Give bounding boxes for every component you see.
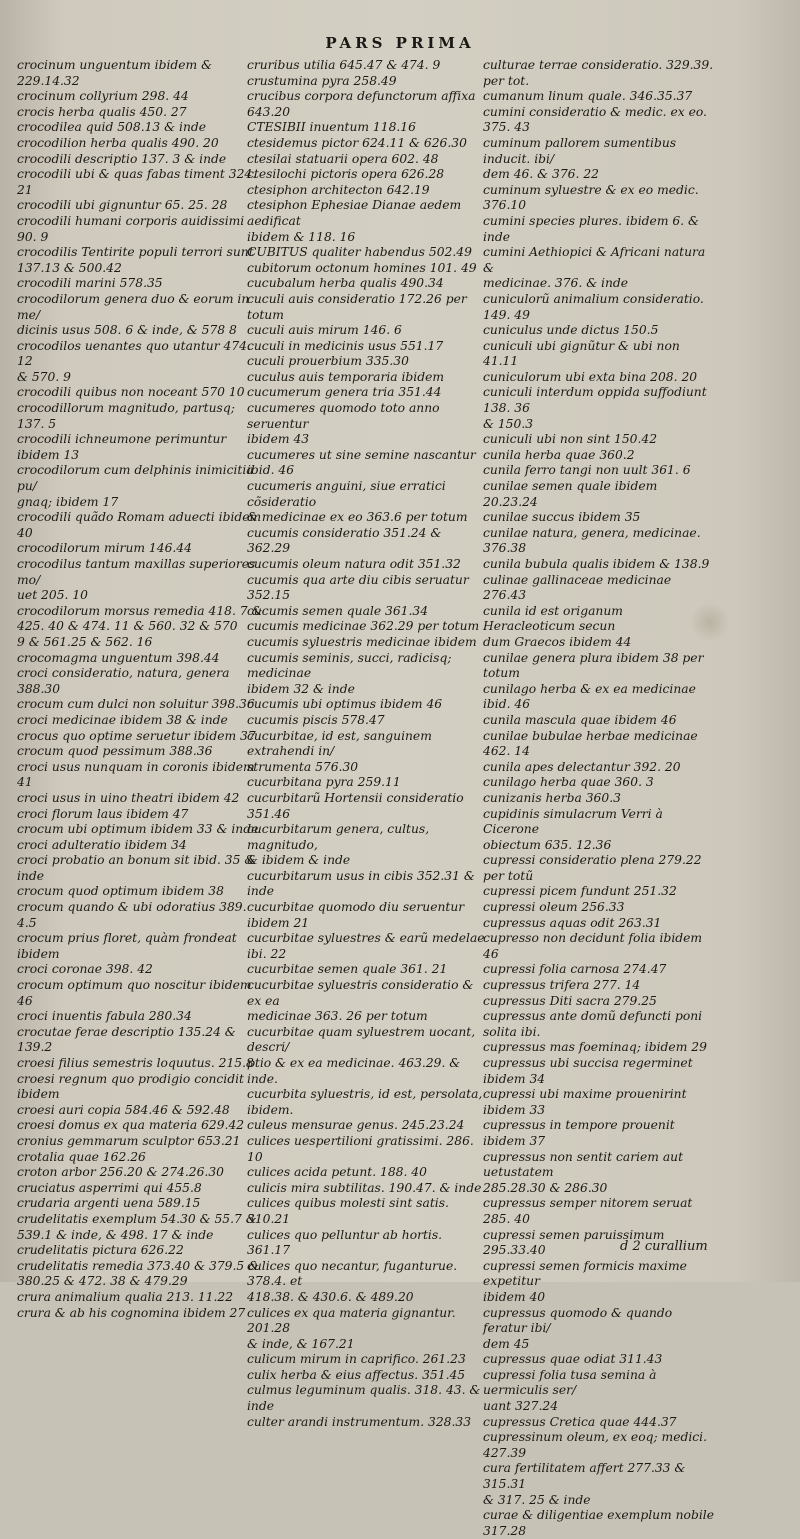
index-entry: croci medicinae ibidem 38 & inde <box>17 712 228 727</box>
index-column-2 <box>247 58 485 1430</box>
index-entry: medicinae 363. 26 per totum <box>247 1009 428 1024</box>
index-entry: cucurbitarum usus in cibis 352.31 & inde <box>247 868 475 899</box>
index-entry: cuniculorũ animalium consideratio. 149. 49 <box>483 291 704 322</box>
index-entry: croci probatio an bonum sit ibid. 35 & inde <box>17 853 256 883</box>
index-entry: cucubalum herba qualis 490.34 <box>247 276 444 291</box>
index-entry: crocodili quibus non noceant 570 10 <box>17 385 245 400</box>
index-entry: croci usus in uino theatri ibidem 42 <box>17 790 240 805</box>
index-entry: crocodilorum morsus remedia 418. 7 & <box>17 603 263 618</box>
index-entry: cronius gemmarum sculptor 653.21 <box>17 1133 241 1148</box>
index-entry: cupressus ubi succisa regerminet ibidem 34 <box>483 1056 693 1086</box>
index-entry: cunilae natura, genera, medicinae. 376.38 <box>483 525 701 556</box>
index-entry: & 570. 9 <box>17 369 71 384</box>
index-entry: cunilago herba quae 360. 3 <box>483 775 654 790</box>
index-entry: cupressi ubi maxime prouenirint ibidem 33 <box>483 1087 687 1117</box>
index-entry: culices quo necantur, fuganturue. 378.4. et <box>247 1258 458 1289</box>
index-entry: cucumis piscis 578.47 <box>247 712 385 727</box>
index-entry: croesi auri copia 584.46 & 592.48 <box>17 1102 230 1117</box>
index-entry: crucibus corpora defunctorum affixa 643.20 <box>247 89 476 119</box>
index-entry: dem 45 <box>483 1336 530 1351</box>
index-entry: 9 & 561.25 & 562. 16 <box>17 634 153 649</box>
index-entry: crocis herba qualis 450. 27 <box>17 104 187 119</box>
index-entry: cuculi auis consideratio 172.26 per totum <box>247 291 467 322</box>
index-entry: cucumerum genera tria 351.44 <box>247 385 442 400</box>
index-entry: cucurbitarum genera, cultus, magnitudo, <box>247 822 430 852</box>
index-entry: cucurbita syluestris, id est, persolata, ibidem. <box>247 1087 483 1117</box>
index-entry: cupressi semen formicis maxime expetitur <box>483 1258 687 1289</box>
index-entry: cuculi auis mirum 146. 6 <box>247 323 402 338</box>
index-entry: culices quibus molesti sint satis. 310.21 <box>247 1196 449 1226</box>
index-entry: crocodilea quid 508.13 & inde <box>17 120 207 135</box>
index-entry: croci usus nunquam in coronis ibidem 41 <box>17 759 255 790</box>
index-entry: cupressi semen paruissimum 295.33.40 <box>483 1227 665 1258</box>
index-entry: culmus leguminum qualis. 318. 43. & inde <box>247 1383 481 1414</box>
index-entry: culicis mira subtilitas. 190.47. & inde <box>247 1180 482 1195</box>
index-entry: crocutae ferae descriptio 135.24 & 139.2 <box>17 1024 236 1055</box>
index-entry: cupressus quae odiat 311.43 <box>483 1352 663 1367</box>
index-entry: crocum optimum quo noscitur ibidem 46 <box>17 978 252 1008</box>
index-entry: cuminum pallorem sumentibus inducit. ibi/ <box>483 135 677 166</box>
index-entry: cunilago herba & ex ea medicinae ibid. 46 <box>483 681 696 712</box>
index-entry: crocodilorum genera duo & eorum in me/ <box>17 291 250 322</box>
index-entry: cupressi folia carnosa 274.47 <box>483 962 667 977</box>
index-entry: cupressi consideratio plena 279.22 per totũ <box>483 853 702 883</box>
index-entry: cunilae bubulae herbae medicinae 462. 14 <box>483 728 698 759</box>
index-entry: cura fertilitatem affert 277.33 & 315.31 <box>483 1461 686 1492</box>
index-entry: gnaq; ibidem 17 <box>17 494 119 509</box>
index-entry: curae & diligentiae exemplum nobile 317.28 <box>483 1508 714 1538</box>
index-entry: crocum ubi optimum ibidem 33 & inde <box>17 822 259 837</box>
index-entry: & ibidem & inde <box>247 853 351 868</box>
index-entry: cucurbitae syluestres & earũ medelae ibi. 22 <box>247 931 485 961</box>
index-entry: crocinum unguentum ibidem & 229.14.32 <box>17 58 213 88</box>
index-entry: 380.25 & 472. 38 & 479.29 <box>17 1274 188 1289</box>
index-entry: croci consideratio, natura, genera 388.30 <box>17 666 230 696</box>
index-entry: cucurbitae semen quale 361. 21 <box>247 962 448 977</box>
index-entry: cucurbitana pyra 259.11 <box>247 775 401 790</box>
index-entry: crocodilus tantum maxillas superiores mo/ <box>17 557 256 587</box>
index-entry: & 150.3 <box>483 416 534 431</box>
index-column-3 <box>483 58 715 1539</box>
index-entry: CUBITUS qualiter habendus 502.49 <box>247 245 472 260</box>
index-entry: cuniculi ubi gignũtur & ubi non 41.11 <box>483 338 680 369</box>
index-entry: cuniculi ubi non sint 150.42 <box>483 432 658 447</box>
index-entry: culices acida petunt. 188. 40 <box>247 1165 427 1180</box>
index-entry: ctesilai statuarii opera 602. 48 <box>247 151 439 166</box>
index-entry: culices ex qua materia gignantur. 201.28 <box>247 1305 456 1336</box>
index-entry: ctesilochi pictoris opera 626.28 <box>247 167 445 182</box>
index-entry: cucumis semen quale 361.34 <box>247 603 429 618</box>
index-entry: crocodilion herba qualis 490. 20 <box>17 135 219 150</box>
index-entry: dicinis usus 508. 6 & inde, & 578 8 <box>17 323 237 338</box>
index-entry: cumanum linum quale. 346.35.37 <box>483 89 693 104</box>
index-entry: crustumina pyra 258.49 <box>247 73 397 88</box>
index-entry: 425. 40 & 474. 11 & 560. 32 & 570 <box>17 619 238 634</box>
index-entry: cupressus Cretica quae 444.37 <box>483 1414 677 1429</box>
index-entry: dum Graecos ibidem 44 <box>483 634 632 649</box>
index-entry: culeus mensurae genus. 245.23.24 <box>247 1118 465 1133</box>
index-entry: cuniculi interdum oppida suffodiunt 138. 36 <box>483 385 707 416</box>
index-entry: 539.1 & inde, & 498. 17 & inde <box>17 1227 214 1242</box>
index-entry: cuculi prouerbium 335.30 <box>247 354 409 369</box>
index-entry: culicum mirum in caprifico. 261.23 <box>247 1352 466 1367</box>
index-entry: crocodili marini 578.35 <box>17 276 163 291</box>
index-entry: ibidem 32 & inde <box>247 681 355 696</box>
index-entry: cruciatus asperrimi qui 455.8 <box>17 1180 202 1195</box>
index-entry: cunila id est origanum Heracleoticum secun <box>483 603 623 634</box>
index-entry: crocum cum dulci non soluitur 398.36 <box>17 697 255 712</box>
index-entry: cuminum syluestre & ex eo medic. 376.10 <box>483 182 699 213</box>
index-entry: croci inuentis fabula 280.34 <box>17 1009 192 1024</box>
index-entry: crocodili ubi gignuntur 65. 25. 28 <box>17 198 228 213</box>
index-entry: cuniculorum ubi exta bina 208. 20 <box>483 369 698 384</box>
index-entry: cuniculus unde dictus 150.5 <box>483 323 659 338</box>
index-entry: cupresso non decidunt folia ibidem 46 <box>483 931 703 961</box>
index-entry: ibidem 43 <box>247 432 310 447</box>
index-entry: croci florum laus ibidem 47 <box>17 806 189 821</box>
index-entry: & medicinae ex eo 363.6 per totum <box>247 510 468 525</box>
index-entry: cunila ferro tangi non uult 361. 6 <box>483 463 691 478</box>
index-entry: cucumis qua arte diu cibis seruatur 352.15 <box>247 572 469 603</box>
index-entry: cumini consideratio & medic. ex eo. 375. 43 <box>483 104 707 135</box>
index-entry: crocodilorum cum delphinis inimicitia pu/ <box>17 463 254 494</box>
index-entry: crocum prius floret, quàm frondeat ibidem <box>17 931 237 961</box>
index-entry: ibidem 40 <box>483 1289 546 1304</box>
index-entry: crocodilorum mirum 146.44 <box>17 541 192 556</box>
running-head: PARS PRIMA <box>325 34 475 52</box>
index-entry: crocum quando & ubi odoratius 389. 4.5 <box>17 900 247 930</box>
index-entry: ctesiphon Ephesiae Dianae aedem aedificat <box>247 198 462 228</box>
index-entry: & inde, & 167.21 <box>247 1336 355 1351</box>
index-entry: cumini Aethiopici & Africani natura & <box>483 245 706 275</box>
index-entry: crura & ab his cognomina ibidem 27 <box>17 1305 246 1320</box>
index-entry: cunila herba quae 360.2 <box>483 447 635 462</box>
index-entry: culturae terrae consideratio. 329.39. per tot. <box>483 58 714 88</box>
signature-catchword: d 2 curallium <box>620 1239 708 1254</box>
index-entry: cupressi picem fundunt 251.32 <box>483 884 677 899</box>
index-entry: cumini species plures. ibidem 6. & inde <box>483 213 699 244</box>
index-entry: crocodilis Tentirite populi terrori sunt <box>17 245 254 260</box>
index-entry: cucumis medicinae 362.29 per totum <box>247 619 480 634</box>
index-entry: cupressus semper nitorem seruat 285. 40 <box>483 1196 693 1226</box>
index-entry: medicinae. 376. & inde <box>483 276 629 291</box>
index-entry: cruribus utilia 645.47 & 474. 9 <box>247 58 441 72</box>
index-entry: cunila apes delectantur 392. 20 <box>483 759 681 774</box>
index-entry: croesi filius semestris loquutus. 215.8 <box>17 1056 254 1070</box>
index-entry: obiectum 635. 12.36 <box>483 837 612 852</box>
index-entry: cupidinis simulacrum Verri à Cicerone <box>483 806 663 837</box>
index-entry: crocodili humani corporis auidissimi 90. 9 <box>17 213 245 244</box>
index-entry: crudelitatis pictura 626.22 <box>17 1243 184 1258</box>
index-entry: crocum quod optimum ibidem 38 <box>17 884 224 899</box>
index-entry: crocinum collyrium 298. 44 <box>17 89 189 104</box>
index-entry: cupressus in tempore prouenit ibidem 37 <box>483 1118 675 1148</box>
index-entry: crudaria argenti uena 589.15 <box>17 1196 201 1211</box>
index-entry: cucurbitae, id est, sanguinem extrahendi in/ <box>247 728 432 759</box>
index-entry: cucumis oleum natura odit 351.32 <box>247 557 461 571</box>
index-entry: dem 46. & 376. 22 <box>483 167 599 182</box>
index-entry: cupressi oleum 256.33 <box>483 900 625 915</box>
index-entry: cupressus trifera 277. 14 <box>483 978 641 993</box>
index-entry: cuculus auis temporaria ibidem <box>247 369 445 384</box>
index-entry: cucumis seminis, succi, radicisq; medicinae <box>247 650 452 681</box>
index-entry: cunilae genera plura ibidem 38 per totum <box>483 650 704 681</box>
index-entry: strumenta 576.30 <box>247 759 359 774</box>
index-entry: crocodili ichneumone perimuntur ibidem 13 <box>17 432 227 462</box>
index-entry: cupressi folia tusa semina à uermiculis ser/ <box>483 1367 657 1398</box>
index-entry: culices quo pelluntur ab hortis. 361.17 <box>247 1227 443 1258</box>
index-entry: cupressus quomodo & quando feratur ibi/ <box>483 1305 673 1336</box>
index-entry: crocodili ubi & quas fabas timent 324. 21 <box>17 167 257 197</box>
index-entry: cucumis syluestris medicinae ibidem <box>247 634 477 649</box>
index-entry: uet 205. 10 <box>17 588 88 603</box>
index-entry: crudelitatis remedia 373.40 & 379.5 & <box>17 1258 260 1273</box>
index-entry: croci adulteratio ibidem 34 <box>17 837 187 852</box>
index-entry: cunila bubula qualis ibidem & 138.9 <box>483 557 710 571</box>
index-entry: ptio & ex ea medicinae. 463.29. & inde. <box>247 1056 461 1086</box>
index-entry: cunilae succus ibidem 35 <box>483 510 641 525</box>
index-entry: cupressus non sentit cariem aut uetustatem <box>483 1149 684 1180</box>
index-entry: cucurbitae quam syluestrem uocant, descri/ <box>247 1024 476 1055</box>
index-entry: crocus quo optime seruetur ibidem 37 <box>17 728 256 743</box>
index-entry: cupressus ante domũ defuncti poni solita ibi. <box>483 1009 703 1039</box>
index-entry: crocomagma unguentum 398.44 <box>17 650 220 665</box>
index-entry: 285.28.30 & 286.30 <box>483 1180 608 1195</box>
index-entry: culinae gallinaceae medicinae 276.43 <box>483 572 672 603</box>
index-entry: culices uespertilioni gratissimi. 286. 10 <box>247 1133 474 1164</box>
index-entry: cupressus Diti sacra 279.25 <box>483 993 657 1008</box>
index-entry: croci coronae 398. 42 <box>17 962 153 977</box>
index-entry: cucurbitae syluestris consideratio & ex ea <box>247 978 474 1008</box>
index-entry: crotalia quae 162.26 <box>17 1149 146 1164</box>
index-entry: & 317. 25 & inde <box>483 1492 591 1507</box>
index-entry: CTESIBII inuentum 118.16 <box>247 120 416 135</box>
index-entry: cucumeris anguini, siue erratici cõsideratio <box>247 479 446 509</box>
index-entry: cucurbitae quomodo diu seruentur ibidem 21 <box>247 900 465 930</box>
index-entry: crura animalium qualia 213. 11.22 <box>17 1289 234 1304</box>
index-entry: croesi regnum quo prodigio concidit ibidem <box>17 1071 244 1102</box>
index-entry: cunilae semen quale ibidem 20.23.24 <box>483 479 658 509</box>
index-entry: cucurbitarũ Hortensii consideratio 351.46 <box>247 790 464 821</box>
index-entry: cucumis consideratio 351.24 & 362.29 <box>247 525 442 556</box>
index-entry: 137.13 & 500.42 <box>17 260 122 275</box>
index-entry: cupressinum oleum, ex eoq; medici. 427.39 <box>483 1430 708 1460</box>
index-entry: crudelitatis exemplum 54.30 & 55.7 & <box>17 1211 257 1226</box>
index-entry: cucumis ubi optimus ibidem 46 <box>247 697 443 712</box>
index-entry: cuculi in medicinis usus 551.17 <box>247 338 444 353</box>
index-entry: ibidem & 118. 16 <box>247 229 356 244</box>
index-entry: cunizanis herba 360.3 <box>483 790 621 805</box>
index-entry: uant 327.24 <box>483 1399 559 1414</box>
index-entry: crocodilos uenantes quo utantur 474. 12 <box>17 338 251 369</box>
index-entry: 418.38. & 430.6. & 489.20 <box>247 1289 414 1304</box>
index-entry: croesi domus ex qua materia 629.42 <box>17 1118 245 1133</box>
index-entry: crocodili quãdo Romam aduecti ibidem 40 <box>17 510 262 540</box>
index-entry: cucumeres ut sine semine nascantur ibid. 46 <box>247 447 476 478</box>
index-entry: cupressus mas foeminaq; ibidem 29 <box>483 1040 707 1055</box>
index-entry: ctesiphon architecton 642.19 <box>247 182 430 197</box>
index-entry: crocodili descriptio 137. 3 & inde <box>17 151 227 166</box>
index-entry: crocodillorum magnitudo, partusq; 137. 5 <box>17 401 235 431</box>
index-entry: cubitorum octonum homines 101. 49 <box>247 260 477 275</box>
index-column-1 <box>17 58 265 1321</box>
index-entry: cunila mascula quae ibidem 46 <box>483 712 677 727</box>
index-entry: cupressus aquas odit 263.31 <box>483 915 662 930</box>
index-entry: ctesidemus pictor 624.11 & 626.30 <box>247 135 467 150</box>
index-entry: culter arandi instrumentum. 328.33 <box>247 1414 472 1429</box>
index-entry: cucumeres quomodo toto anno seruentur <box>247 401 440 431</box>
index-entry: crocum quod pessimum 388.36 <box>17 744 213 759</box>
index-entry: culix herba & eius affectus. 351.45 <box>247 1367 466 1382</box>
index-entry: croton arbor 256.20 & 274.26.30 <box>17 1165 224 1180</box>
